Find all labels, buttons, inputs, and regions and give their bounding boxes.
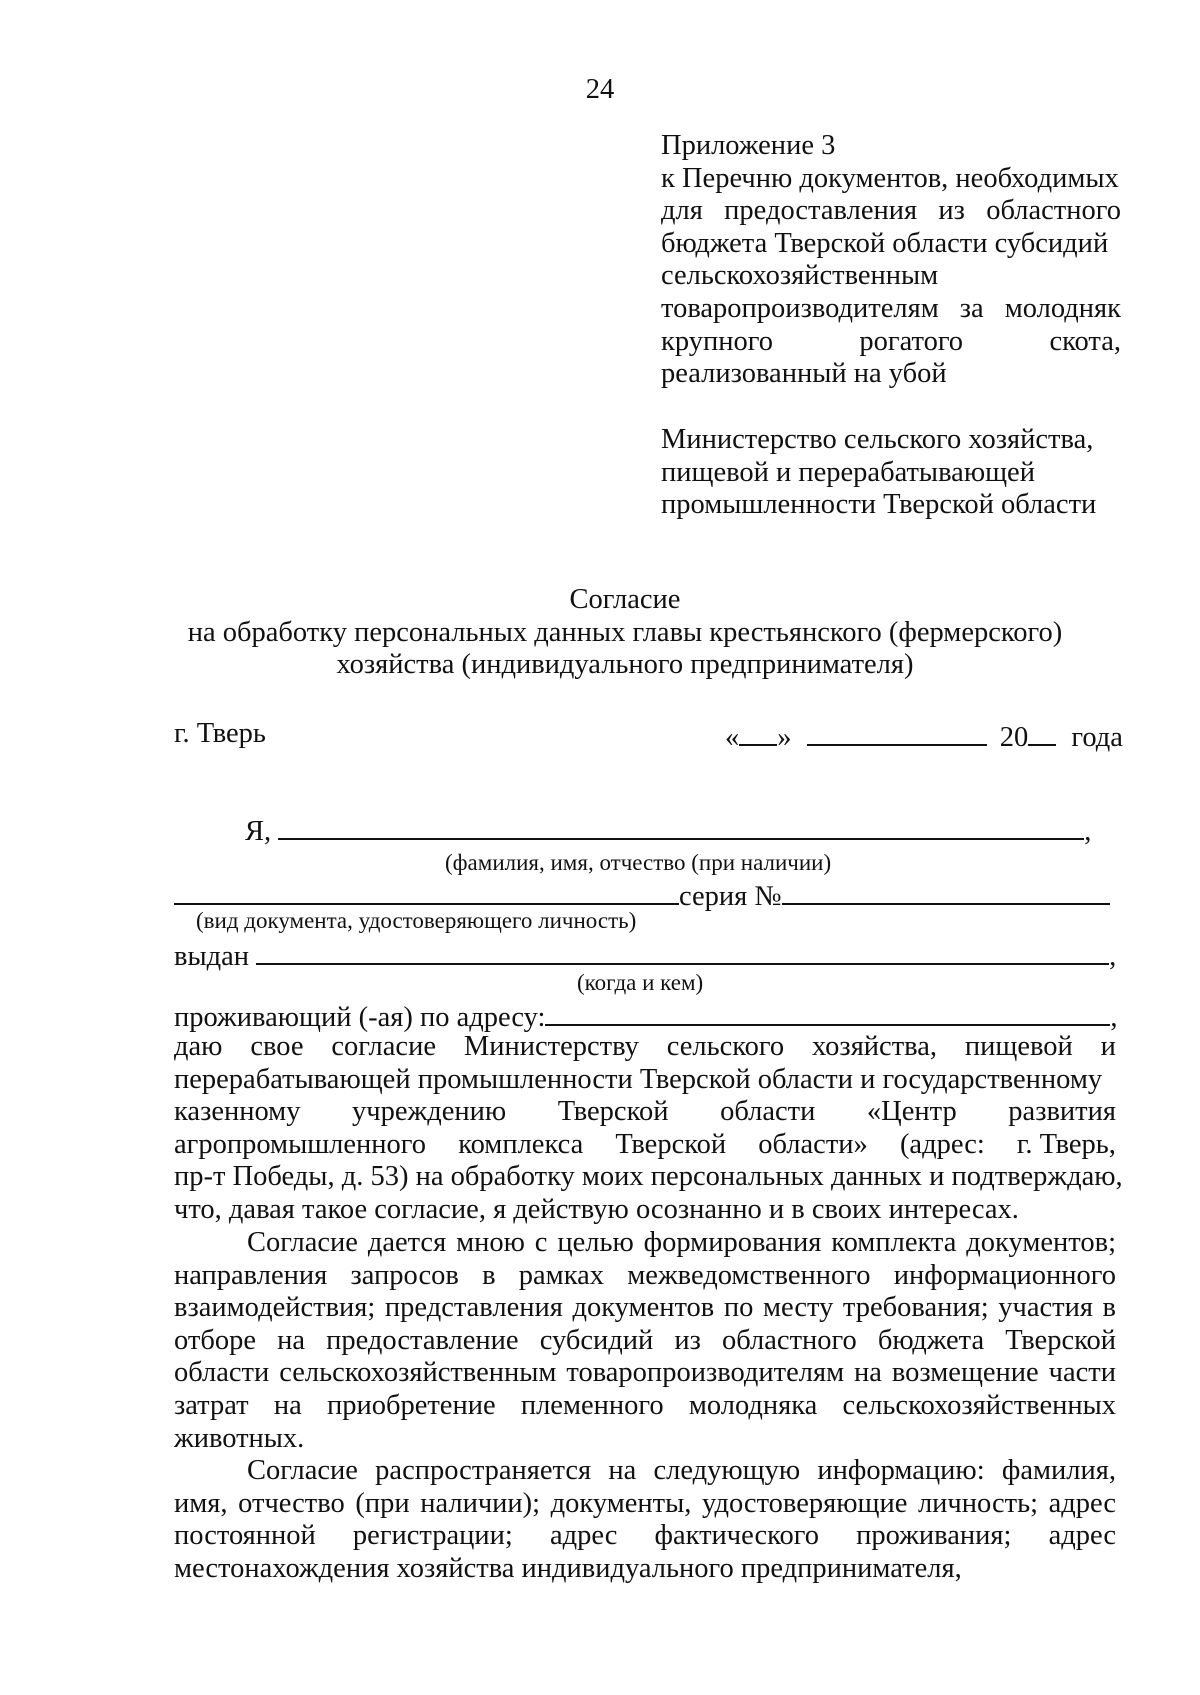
word: комплекса — [458, 1128, 584, 1160]
text-line — [174, 1031, 1116, 1064]
annex-line: сельскохозяйственным — [661, 260, 939, 292]
word: предоставления — [724, 195, 918, 227]
word: «Центр — [866, 1096, 957, 1128]
addressee — [661, 424, 1141, 522]
title-line: хозяйства (индивидуального предпринимателя) — [336, 649, 914, 681]
word: даю — [174, 1031, 223, 1062]
word: Тверской — [557, 1096, 669, 1128]
addressee-line: промышленности Тверской области — [661, 489, 1097, 521]
word: согласие — [331, 1031, 436, 1062]
consent-paragraph — [174, 1031, 1123, 1227]
year-suffix: года — [1071, 722, 1123, 753]
document-caption: (вид документа, удостоверяющего личность) — [196, 908, 637, 933]
issued-label: выдан — [174, 941, 250, 972]
purpose-paragraph: Согласие дается мною с целью формирования комплекта документов; направления запросов в рамках межведомственного информационного взаимодействия; представления документов по месту требования; участия в отборе на предоставление субсидий из областного бюджета Тверской области сельскохозяйственным товаропроизводителям на возмещение части затрат на приобретение племенного молодняка сельскохозяйственных животных. — [174, 1227, 1116, 1454]
word: и — [1100, 1031, 1116, 1062]
text-line: пр-т Победы, д. 53) на обработку моих персональных данных и подтверждаю, — [174, 1161, 1123, 1193]
text-line: что, давая такое согласие, я действую осознанно и в своих интересах. — [174, 1193, 1019, 1225]
word: свое — [250, 1031, 304, 1062]
comma: , — [1110, 1002, 1118, 1033]
word: из — [938, 195, 965, 227]
word: рогатого — [859, 325, 964, 357]
issued-blank[interactable] — [256, 937, 1109, 965]
word: (адрес: — [899, 1128, 985, 1160]
word: хозяйства, — [812, 1031, 938, 1062]
annex-header — [661, 130, 1121, 391]
text-line — [174, 1129, 1116, 1162]
page-number: 24 — [585, 74, 615, 105]
annex-line: реализованный на убой — [661, 358, 947, 390]
fio-blank[interactable] — [278, 812, 1084, 840]
address-row — [174, 998, 1118, 1035]
address-blank[interactable] — [545, 998, 1110, 1026]
word: пищевой — [964, 1031, 1073, 1062]
fio-row — [245, 812, 1091, 849]
word: области» — [758, 1128, 868, 1160]
title-line: Согласие — [569, 584, 681, 615]
text-line — [174, 1096, 1116, 1129]
word: агропромышленного — [174, 1128, 427, 1160]
word: молодняк — [1004, 292, 1121, 324]
addressee-line: пищевой и перерабатывающей — [661, 456, 1035, 488]
comma: , — [1084, 816, 1092, 847]
year-blank[interactable] — [1028, 718, 1056, 746]
word: для — [661, 195, 703, 227]
quote-close: » — [777, 722, 792, 753]
word: сельского — [666, 1031, 785, 1062]
document-title — [160, 584, 1090, 682]
annex-line — [661, 195, 1121, 228]
word: Министерству — [463, 1031, 639, 1062]
annex-line: бюджета Тверской области субсидий — [661, 227, 1109, 259]
word: за — [959, 292, 984, 324]
word: г. Тверь, — [1016, 1128, 1116, 1160]
issued-row — [174, 937, 1116, 974]
day-blank[interactable] — [739, 718, 777, 746]
word: областного — [986, 195, 1121, 227]
comma: , — [1109, 941, 1117, 972]
ya-label: Я, — [245, 816, 272, 847]
word: развития — [1008, 1096, 1116, 1128]
annex-title: Приложение 3 — [661, 130, 836, 161]
word: скота, — [1049, 325, 1121, 357]
title-line: на обработку персональных данных главы крестьянского (фермерского) — [187, 616, 1063, 648]
text-line: перерабатывающей промышленности Тверской области и государственному — [174, 1063, 1103, 1095]
quote-open: « — [725, 722, 740, 753]
year-prefix: 20 — [999, 722, 1029, 753]
word: товаропроизводителям — [661, 292, 939, 324]
issued-caption: (когда и кем) — [577, 970, 704, 995]
word: области — [720, 1096, 816, 1128]
addressee-line: Министерство сельского хозяйства, — [661, 424, 1094, 455]
fio-caption: (фамилия, имя, отчество (при наличии) — [445, 850, 832, 875]
series-label: серия № — [679, 881, 782, 912]
word: казенному — [174, 1096, 301, 1128]
word: учреждению — [352, 1096, 507, 1128]
annex-line: к Перечню документов, необходимых — [661, 162, 1119, 194]
address-label: проживающий (-ая) по адресу: — [174, 1002, 546, 1033]
place: г. Тверь — [174, 718, 266, 749]
annex-line — [661, 293, 1121, 326]
document-type-blank[interactable] — [174, 877, 679, 905]
date-line — [725, 718, 1123, 755]
annex-line — [661, 326, 1121, 359]
month-blank[interactable] — [807, 718, 987, 746]
word: Тверской — [615, 1128, 727, 1160]
series-blank[interactable] — [782, 877, 1110, 905]
word: крупного — [661, 325, 773, 357]
scope-paragraph: Согласие распространяется на следующую информацию: фамилия, имя, отчество (при наличии); документы, удостоверяющие личность; адрес постоянной регистрации; адрес фактического проживания; адрес местонахождения хозяйства индивидуального предпринимателя, — [174, 1455, 1116, 1584]
